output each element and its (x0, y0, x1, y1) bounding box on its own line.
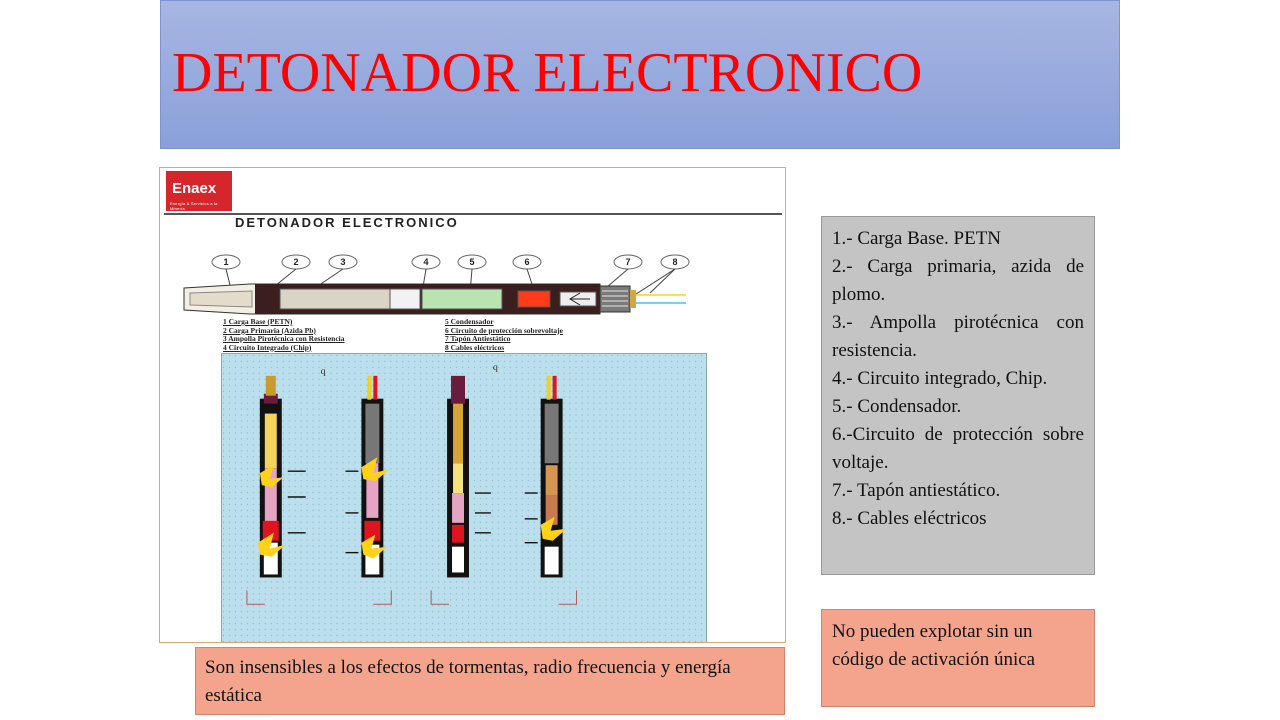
svg-text:4: 4 (423, 257, 429, 267)
svg-text:6: 6 (524, 257, 530, 267)
components-legend (821, 216, 1095, 575)
figure-legend-item: 3 Ampolla Pirotécnica con Resistencia (223, 334, 345, 343)
activation-sequence-panel (221, 353, 707, 643)
svg-text:3: 3 (340, 257, 346, 267)
svg-text:q: q (492, 361, 498, 373)
callout-4 (412, 255, 440, 269)
callout-7 (614, 255, 642, 269)
logo-text: Enaex (172, 180, 217, 197)
svg-text:q: q (320, 365, 326, 377)
slide-title: DETONADOR ELECTRONICO (172, 42, 923, 104)
svg-text:5: 5 (469, 257, 475, 267)
enaex-logo (166, 171, 232, 211)
callout-8 (661, 255, 689, 269)
figure-legend-right (445, 318, 563, 352)
figure-legend-item: 5 Condensador (445, 317, 494, 326)
svg-text:2: 2 (293, 257, 299, 267)
figure-legend-item: 1 Carga Base (PETN) (223, 317, 293, 326)
callout-1 (212, 255, 240, 269)
title-box (160, 0, 1120, 149)
callout-3 (329, 255, 357, 269)
figure-legend-item: 2 Carga Primaria (Azida Pb) (223, 325, 316, 335)
figure-legend-item: 4 Circuito Integrado (Chip) (223, 342, 312, 352)
callout-5 (458, 255, 486, 269)
callout-6 (513, 255, 541, 269)
legend-item: 1.- Carga Base. PETN (832, 228, 1002, 249)
legend-item: 8.- Cables eléctricos (832, 508, 987, 529)
logo-tagline: Energía & Servicios a la Minería (170, 201, 218, 211)
svg-text:7: 7 (625, 257, 631, 267)
activation-code-note: No pueden explotar sin un código de activación única (821, 609, 1095, 707)
legend-item: 6.-Circuito de protección sobre voltaje. (832, 424, 1084, 473)
insensitivity-note: Son insensibles a los efectos de tormentas, radio frecuencia y energía estática (195, 647, 785, 715)
legend-item: 5.- Condensador. (832, 396, 962, 417)
figure-title: DETONADOR ELECTRONICO (235, 215, 459, 230)
figure-legend-item: 8 Cables eléctricos (445, 342, 505, 352)
figure-legend-item: 6 Circuito de protección sobrevoltaje (445, 325, 563, 335)
legend-item: 4.- Circuito integrado, Chip. (832, 368, 1048, 389)
detonator-figure (159, 167, 786, 643)
svg-text:8: 8 (672, 257, 678, 267)
activation-sequence-drawing (222, 354, 706, 642)
figure-legend-left (223, 318, 345, 352)
callout-2 (282, 255, 310, 269)
svg-text:1: 1 (223, 257, 229, 267)
legend-item: 2.- Carga primaria, azida de plomo. (832, 256, 1084, 305)
legend-item: 7.- Tapón antiestático. (832, 480, 1001, 501)
legend-item: 3.- Ampolla pirotécnica con resistencia. (832, 312, 1084, 361)
figure-legend-item: 7 Tapón Antiestático (445, 334, 511, 343)
